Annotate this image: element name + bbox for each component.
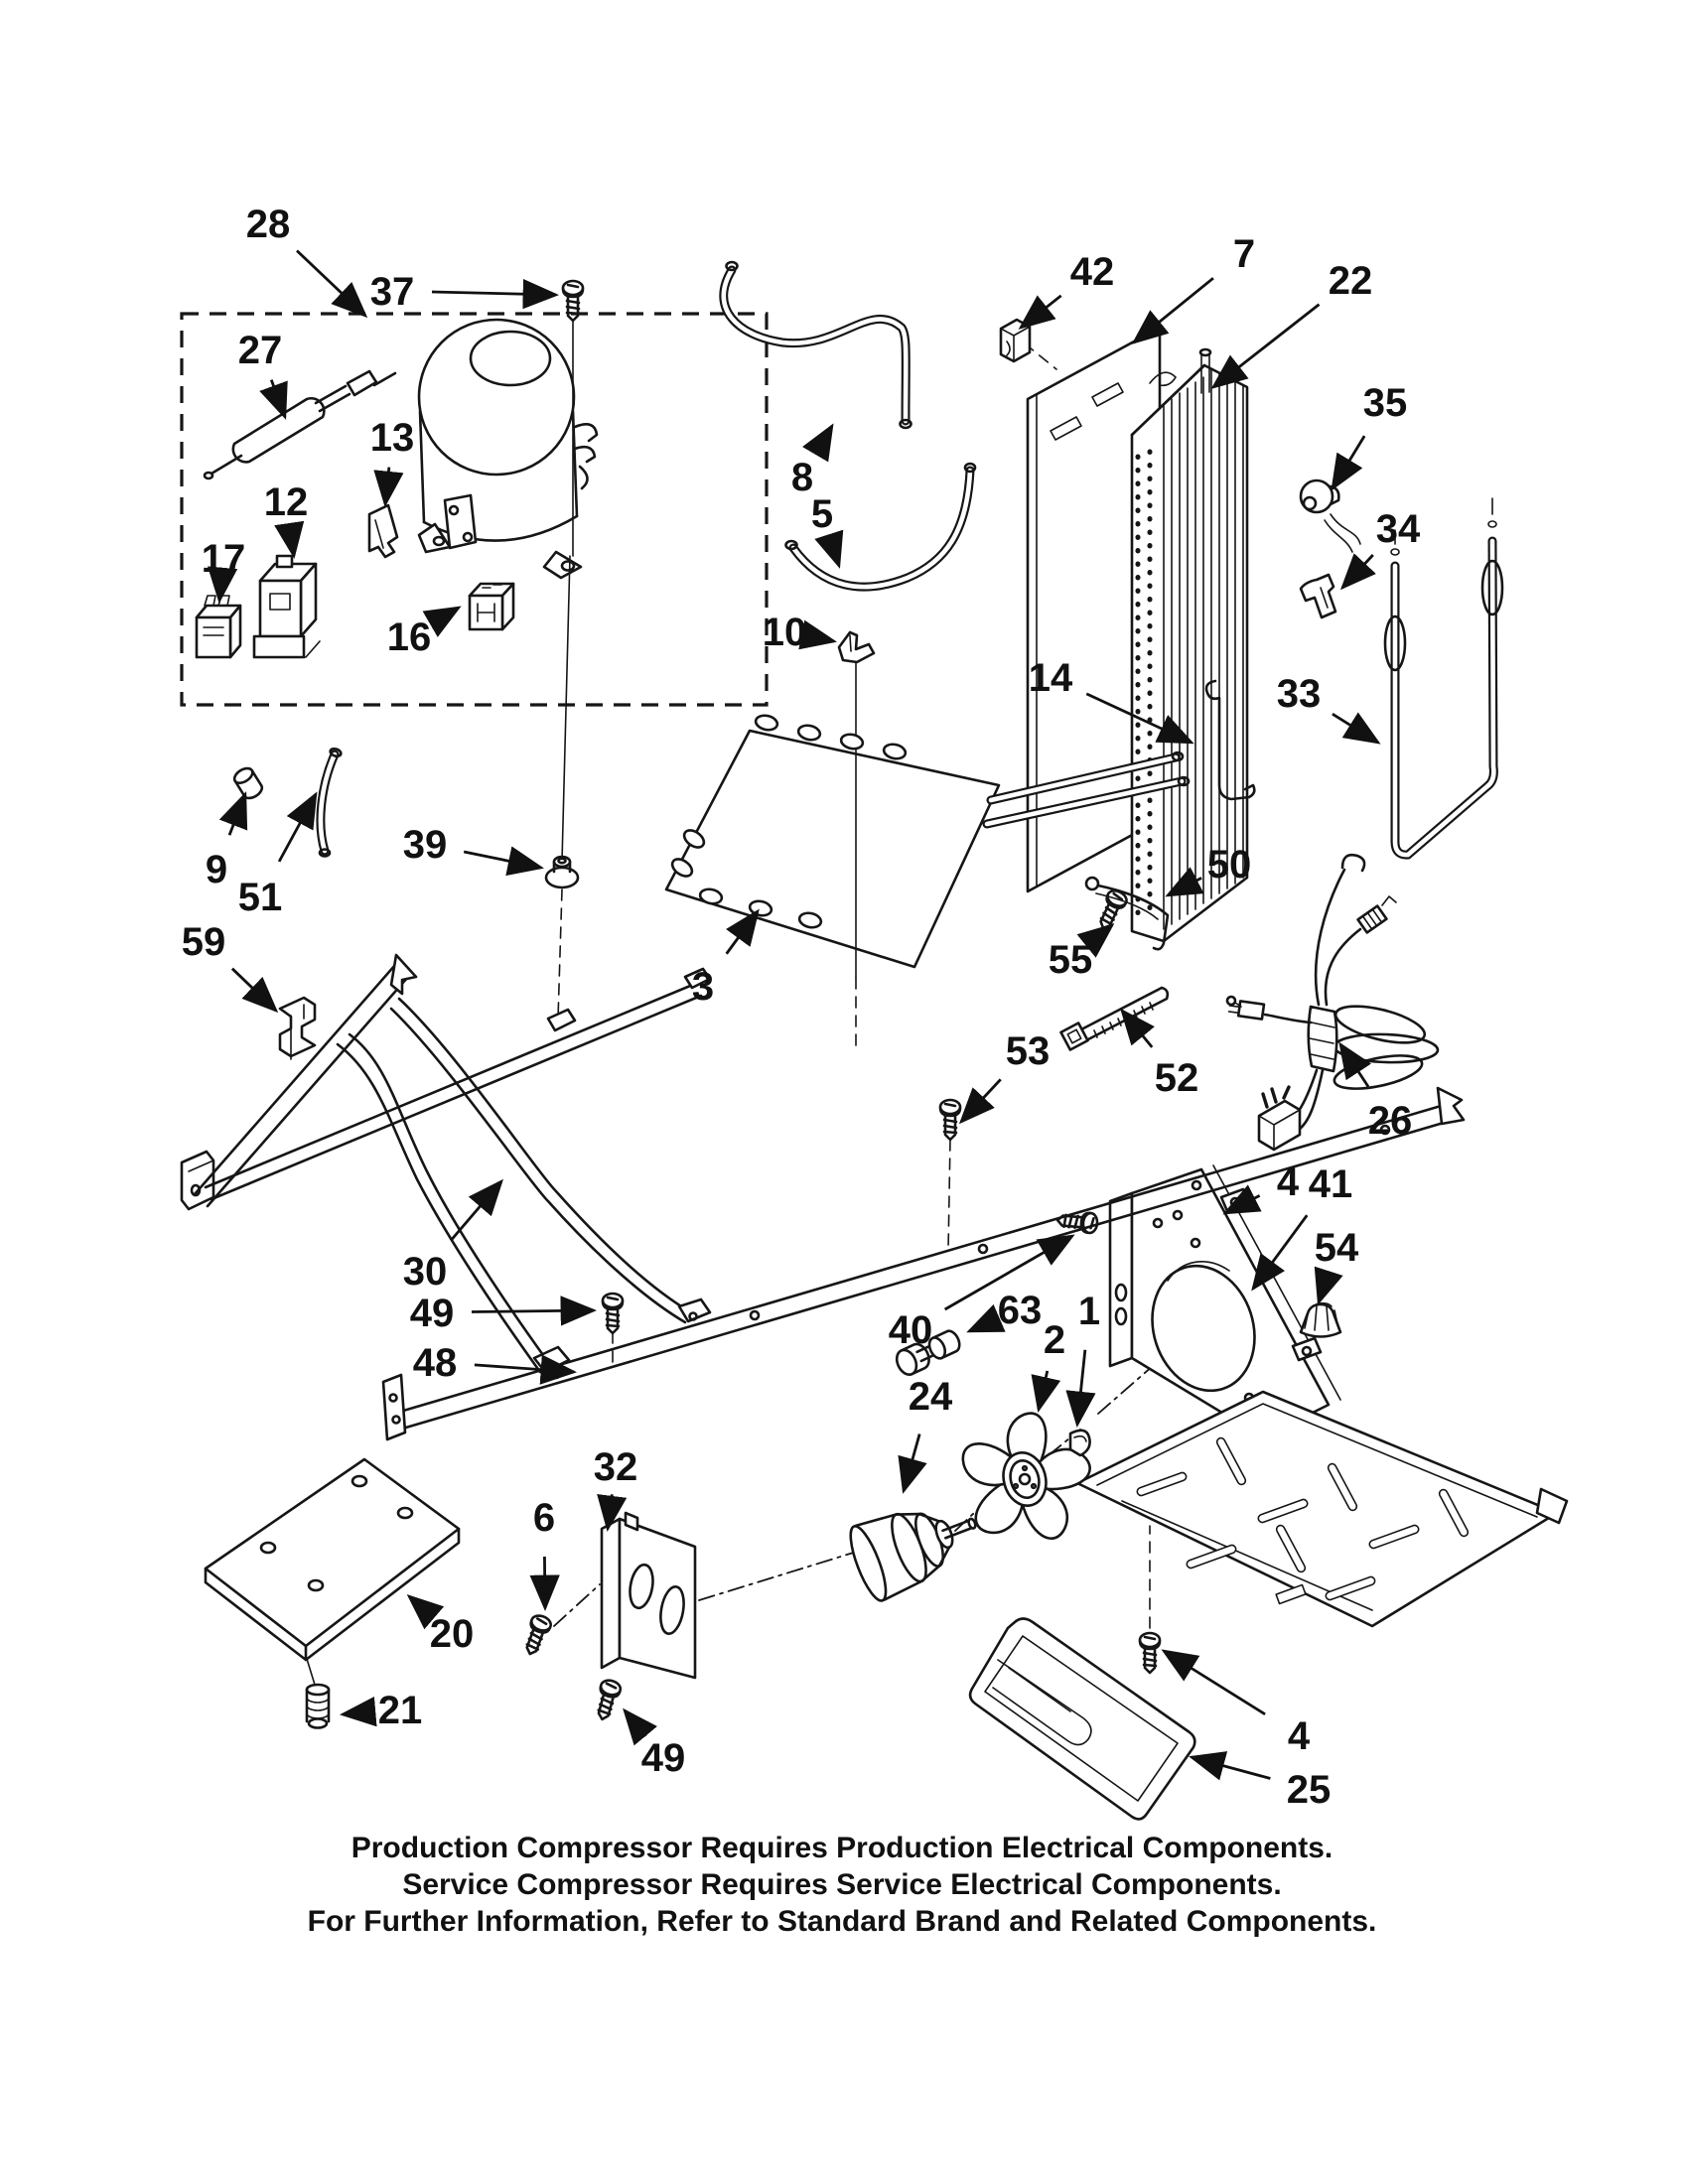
- leader-30-27: [451, 1181, 501, 1241]
- grommet-9-art: [232, 765, 265, 801]
- callout-52-25: 52: [1154, 1056, 1199, 1100]
- callout-63-31: 63: [997, 1289, 1043, 1332]
- leader-3-20: [727, 911, 758, 954]
- tubes-33-art: [1385, 498, 1502, 855]
- callout-41-36: 41: [1308, 1162, 1353, 1206]
- callout-30-27: 30: [402, 1250, 448, 1294]
- leader-13-3: [385, 468, 389, 504]
- grommet-39-art: [546, 857, 578, 887]
- tube-8-art: [724, 262, 912, 428]
- fan-motor-art: [844, 1485, 989, 1604]
- callout-5-11: 5: [810, 492, 834, 536]
- run-relay-art: [470, 584, 513, 629]
- callout-42-7: 42: [1069, 250, 1115, 294]
- callout-34-13: 34: [1375, 507, 1421, 551]
- leader-53-24: [961, 1079, 1001, 1122]
- leader-39-19: [464, 852, 541, 868]
- callout-50-21: 50: [1206, 843, 1252, 887]
- footer-line-2: Service Compressor Requires Service Electrical Components.: [402, 1868, 1282, 1901]
- callout-26-26: 26: [1367, 1099, 1413, 1143]
- tube-51-art: [320, 748, 342, 857]
- clip-10-art: [839, 632, 874, 662]
- leader-22-9: [1213, 305, 1319, 387]
- callout-37-1: 37: [369, 270, 415, 314]
- cover-panel-art: [206, 1459, 459, 1660]
- leader-55-22: [1089, 925, 1112, 944]
- leader-34-13: [1342, 555, 1373, 588]
- footer-line-3: For Further Information, Refer to Standard Brand and Related Components.: [307, 1905, 1377, 1938]
- leader-42-7: [1021, 296, 1061, 328]
- callout-7-8: 7: [1232, 232, 1256, 276]
- clip-13-art: [369, 505, 397, 557]
- callout-25-44: 25: [1286, 1768, 1332, 1812]
- callout-20-40: 20: [429, 1612, 475, 1656]
- leader-5-11: [830, 537, 839, 566]
- capacitor-art: [197, 596, 240, 657]
- drier-art: [205, 371, 395, 478]
- footer-line-1: Production Compressor Requires Production Electrical Components.: [351, 1832, 1333, 1864]
- callout-16-6: 16: [386, 615, 432, 659]
- wire-nut-art: [1301, 1303, 1340, 1337]
- callout-6-39: 6: [532, 1496, 556, 1540]
- callout-17-5: 17: [201, 537, 246, 581]
- leader-49-28: [472, 1310, 594, 1312]
- leader-27-2: [271, 380, 285, 417]
- bracket-34-art: [1301, 575, 1335, 617]
- cable-tie-art: [1060, 988, 1167, 1050]
- compressor-art: [419, 320, 597, 578]
- footer-note: [0, 1830, 1684, 1940]
- callout-40-30: 40: [888, 1308, 933, 1352]
- overload-relay-art: [254, 556, 320, 657]
- callout-3-20: 3: [691, 965, 715, 1009]
- callout-54-37: 54: [1314, 1226, 1359, 1270]
- callout-27-2: 27: [237, 329, 283, 372]
- leader-37-1: [432, 292, 556, 295]
- callout-48-29: 48: [412, 1341, 458, 1385]
- callout-22-9: 22: [1328, 259, 1373, 303]
- leader-16-6: [432, 608, 460, 623]
- callout-4-43: 4: [1287, 1714, 1311, 1758]
- callout-32-38: 32: [593, 1445, 638, 1489]
- callout-2-32: 2: [1043, 1318, 1066, 1362]
- leader-2-32: [1039, 1371, 1048, 1410]
- clip-1-art: [1070, 1431, 1090, 1455]
- leader-12-4: [290, 526, 294, 556]
- clip-42-art: [1001, 320, 1030, 361]
- leader-1-33: [1077, 1350, 1085, 1425]
- callout-8-10: 8: [790, 456, 814, 499]
- motor-35-art: [1301, 480, 1360, 552]
- leader-10-14: [807, 636, 835, 642]
- callout-33-16: 33: [1276, 672, 1322, 716]
- callout-51-18: 51: [237, 876, 283, 919]
- leader-63-31: [969, 1319, 997, 1331]
- callout-13-3: 13: [369, 416, 415, 460]
- grommet-21-art: [307, 1659, 329, 1728]
- leader-51-18: [279, 794, 316, 862]
- drain-pan-art: [970, 1619, 1194, 1820]
- callout-12-4: 12: [263, 480, 309, 524]
- leader-35-12: [1333, 436, 1364, 488]
- callout-28-0: 28: [245, 203, 291, 246]
- callout-55-22: 55: [1048, 938, 1093, 982]
- leader-24-34: [904, 1434, 919, 1491]
- leader-49-42: [625, 1710, 645, 1736]
- bracket-32-art: [602, 1513, 695, 1678]
- leader-59-23: [232, 969, 276, 1011]
- callout-1-33: 1: [1077, 1290, 1101, 1333]
- leader-33-16: [1333, 714, 1378, 743]
- callout-49-42: 49: [640, 1736, 686, 1780]
- callout-53-24: 53: [1005, 1029, 1051, 1073]
- leader-4-43: [1164, 1651, 1265, 1714]
- callout-24-34: 24: [908, 1375, 953, 1419]
- callout-59-23: 59: [181, 920, 226, 964]
- callout-21-41: 21: [377, 1689, 423, 1732]
- leader-7-8: [1134, 278, 1213, 342]
- leader-8-10: [816, 426, 833, 454]
- leader-25-44: [1192, 1757, 1270, 1779]
- callout-49-28: 49: [409, 1292, 455, 1335]
- callout-4-35: 4: [1276, 1160, 1300, 1204]
- callout-10-14: 10: [762, 611, 807, 654]
- leader-54-37: [1319, 1272, 1329, 1302]
- callout-14-15: 14: [1028, 656, 1073, 700]
- leader-28-0: [297, 251, 365, 316]
- bracket-59-art: [280, 998, 315, 1059]
- callout-39-19: 39: [402, 823, 448, 867]
- leader-26-26: [1340, 1044, 1368, 1087]
- leader-9-17: [229, 794, 245, 835]
- callout-35-12: 35: [1362, 381, 1408, 425]
- callout-9-17: 9: [205, 848, 228, 891]
- leader-21-41: [343, 1711, 374, 1714]
- leader-6-39: [544, 1557, 545, 1608]
